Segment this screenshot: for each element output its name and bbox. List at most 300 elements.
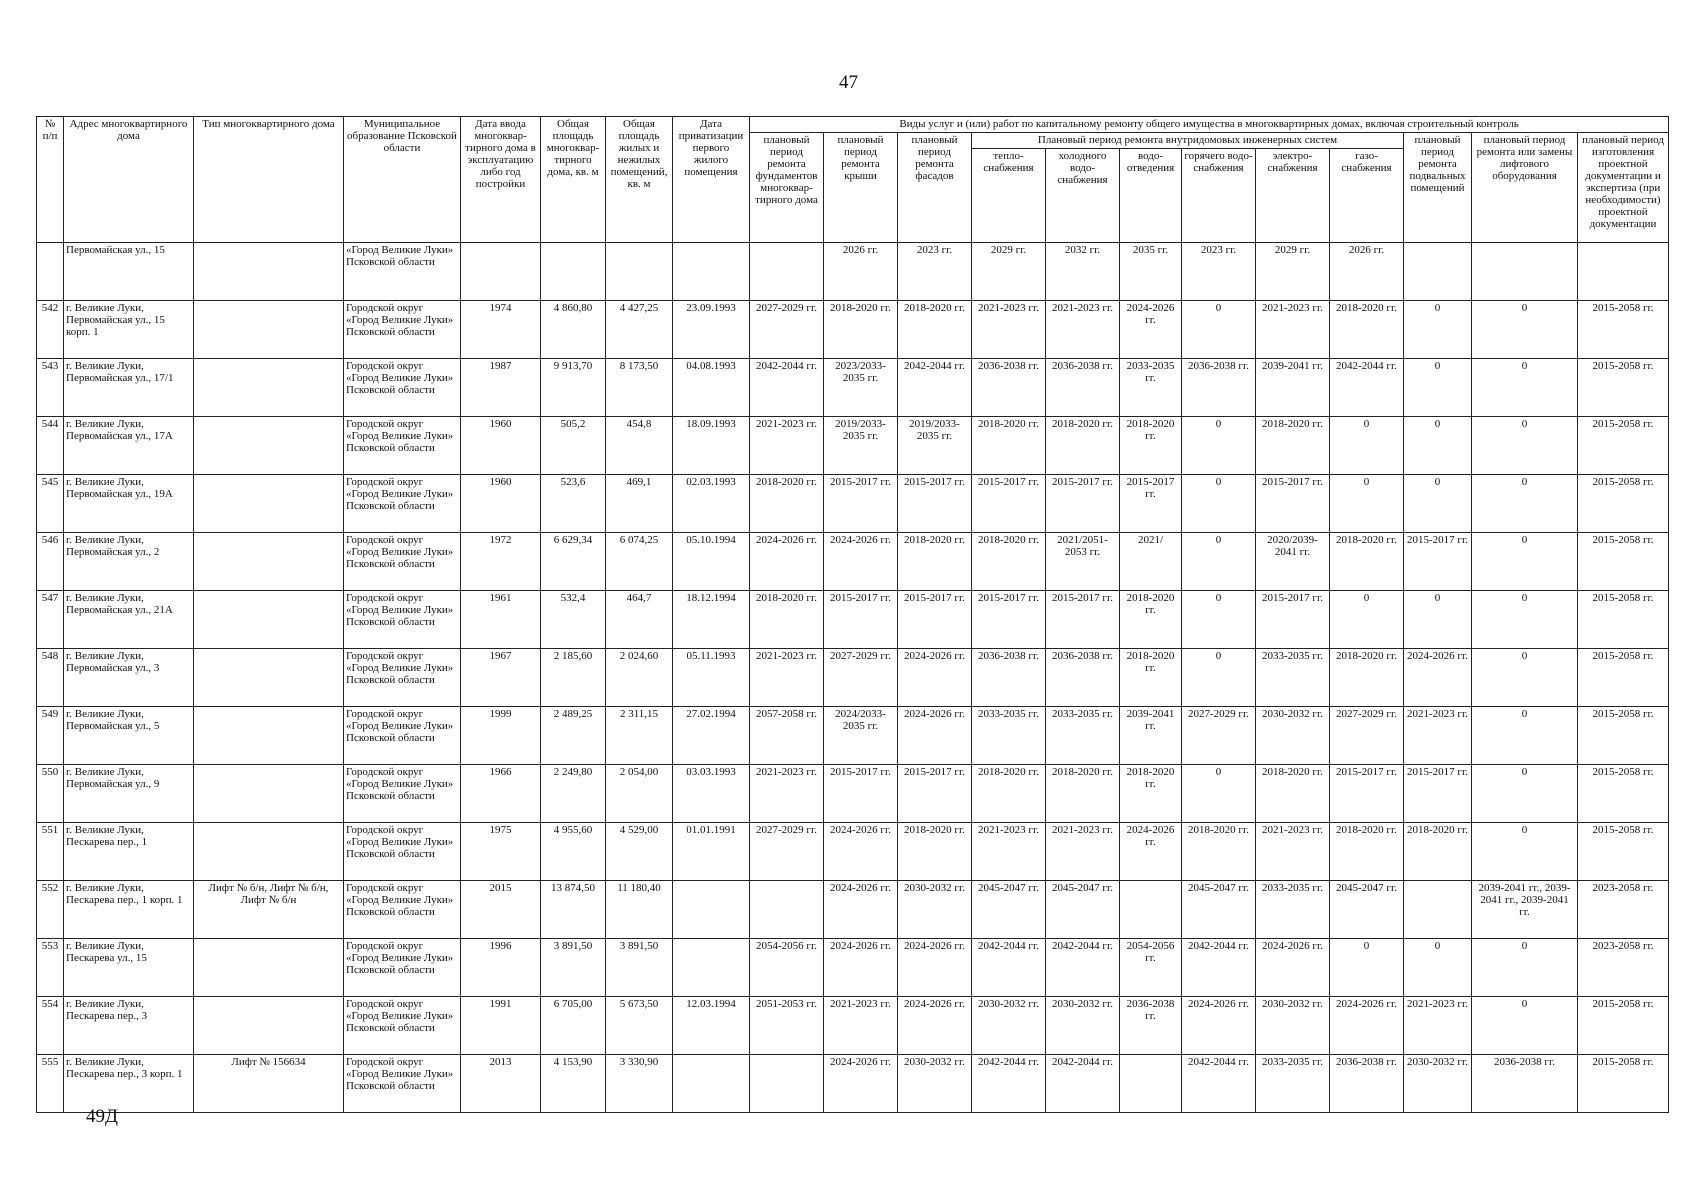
table-row	[37, 301, 1669, 359]
cell-address: г. Великие Луки, Первомайская ул., 15 корп. 1	[64, 301, 194, 359]
cell-foundation: 2042-2044 гг.	[750, 359, 824, 417]
cell-municipality: Городской округ «Город Великие Луки» Псковской области	[344, 533, 461, 591]
cell-date-input: 1999	[461, 707, 541, 765]
cell-total-area: 4 153,90	[541, 1055, 606, 1113]
cell-elevator: 2039-2041 гг., 2039-2041 гг., 2039-2041 гг.	[1472, 881, 1578, 939]
capital-repair-table	[36, 116, 1669, 1113]
cell-foundation: 2054-2056 гг.	[750, 939, 824, 997]
cell-address: г. Великие Луки, Пескарева пер., 3	[64, 997, 194, 1055]
col-roof: плановый период ремонта крыши	[824, 133, 898, 243]
cell-hot-water: 0	[1182, 475, 1256, 533]
cell-roof: 2018-2020 гг.	[824, 301, 898, 359]
cell-basement: 2021-2023 гг.	[1404, 707, 1472, 765]
cell-total-area: 532,4	[541, 591, 606, 649]
cell-hot-water: 2045-2047 гг.	[1182, 881, 1256, 939]
cell-type	[194, 823, 344, 881]
cell-facade: 2042-2044 гг.	[898, 359, 972, 417]
cell-total-area: 9 913,70	[541, 359, 606, 417]
table-row	[37, 939, 1669, 997]
cell-cold-water: 2021/2051-2053 гг.	[1046, 533, 1120, 591]
cell-facade: 2019/2033-2035 гг.	[898, 417, 972, 475]
cell-roof: 2023/2033-2035 гг.	[824, 359, 898, 417]
cell-municipality: Городской округ «Город Великие Луки» Псковской области	[344, 649, 461, 707]
cell-address: г. Великие Луки, Первомайская ул., 2	[64, 533, 194, 591]
table-header	[37, 117, 1669, 243]
cell-total-area: 2 249,80	[541, 765, 606, 823]
cell-gas: 2026 гг.	[1330, 243, 1404, 301]
cell-elevator: 0	[1472, 591, 1578, 649]
cell-living-area: 2 054,00	[606, 765, 673, 823]
cell-electricity: 2015-2017 гг.	[1256, 591, 1330, 649]
cell-living-area: 3 891,50	[606, 939, 673, 997]
cell-type	[194, 765, 344, 823]
cell-municipality: Городской округ «Город Великие Луки» Псковской области	[344, 881, 461, 939]
cell-facade: 2015-2017 гг.	[898, 765, 972, 823]
cell-sewerage: 2024-2026 гг.	[1120, 823, 1182, 881]
cell-foundation: 2021-2023 гг.	[750, 649, 824, 707]
cell-type	[194, 939, 344, 997]
cell-gas: 2036-2038 гг.	[1330, 1055, 1404, 1113]
cell-sewerage: 2018-2020 гг.	[1120, 417, 1182, 475]
cell-municipality: Городской округ «Город Великие Луки» Псковской области	[344, 475, 461, 533]
cell-elevator: 0	[1472, 649, 1578, 707]
cell-living-area: 464,7	[606, 591, 673, 649]
cell-roof: 2024-2026 гг.	[824, 533, 898, 591]
cell-num: 543	[37, 359, 64, 417]
cell-municipality: Городской округ «Город Великие Луки» Псковской области	[344, 823, 461, 881]
cell-foundation: 2027-2029 гг.	[750, 823, 824, 881]
cell-electricity: 2024-2026 гг.	[1256, 939, 1330, 997]
cell-roof: 2015-2017 гг.	[824, 765, 898, 823]
footer-code: 49Д	[86, 1106, 118, 1127]
col-address: Адрес многоквартирного дома	[64, 117, 194, 243]
cell-basement: 0	[1404, 939, 1472, 997]
cell-basement	[1404, 881, 1472, 939]
cell-num: 551	[37, 823, 64, 881]
cell-design: 2015-2058 гг.	[1578, 475, 1669, 533]
cell-basement: 2021-2023 гг.	[1404, 997, 1472, 1055]
cell-design: 2023-2058 гг.	[1578, 881, 1669, 939]
col-works-group: Виды услуг и (или) работ по капитальному ремонту общего имущества в многоквартирных домах, включая строительный контроль	[750, 117, 1669, 133]
cell-design: 2015-2058 гг.	[1578, 707, 1669, 765]
cell-living-area: 3 330,90	[606, 1055, 673, 1113]
cell-living-area: 6 074,25	[606, 533, 673, 591]
cell-foundation	[750, 243, 824, 301]
cell-heating: 2036-2038 гг.	[972, 649, 1046, 707]
cell-hot-water: 2042-2044 гг.	[1182, 1055, 1256, 1113]
cell-electricity: 2029 гг.	[1256, 243, 1330, 301]
cell-municipality: Городской округ «Город Великие Луки» Псковской области	[344, 591, 461, 649]
cell-municipality: «Город Великие Луки» Псковской области	[344, 243, 461, 301]
cell-type: Лифт № 156634	[194, 1055, 344, 1113]
cell-date-input: 1966	[461, 765, 541, 823]
cell-gas: 0	[1330, 417, 1404, 475]
cell-electricity: 2033-2035 гг.	[1256, 649, 1330, 707]
cell-num: 554	[37, 997, 64, 1055]
cell-hot-water: 0	[1182, 533, 1256, 591]
cell-date-input	[461, 243, 541, 301]
cell-electricity: 2021-2023 гг.	[1256, 823, 1330, 881]
cell-facade: 2030-2032 гг.	[898, 881, 972, 939]
cell-roof: 2024-2026 гг.	[824, 823, 898, 881]
cell-cold-water: 2036-2038 гг.	[1046, 359, 1120, 417]
cell-address: г. Великие Луки, Первомайская ул., 3	[64, 649, 194, 707]
cell-hot-water: 2036-2038 гг.	[1182, 359, 1256, 417]
cell-heating: 2029 гг.	[972, 243, 1046, 301]
cell-num: 546	[37, 533, 64, 591]
table-row	[37, 533, 1669, 591]
cell-sewerage	[1120, 1055, 1182, 1113]
col-sewerage: водо-отведения	[1120, 149, 1182, 243]
cell-sewerage: 2018-2020 гг.	[1120, 649, 1182, 707]
table-row	[37, 881, 1669, 939]
col-design: плановый период изготовления проектной документации и экспертиза (при необходимости) проектной документации	[1578, 133, 1669, 243]
cell-total-area: 523,6	[541, 475, 606, 533]
cell-basement: 0	[1404, 417, 1472, 475]
cell-living-area: 454,8	[606, 417, 673, 475]
cell-roof: 2027-2029 гг.	[824, 649, 898, 707]
cell-design: 2015-2058 гг.	[1578, 649, 1669, 707]
col-engineering-group: Плановый период ремонта внутридомовых инженерных систем	[972, 133, 1404, 149]
cell-heating: 2033-2035 гг.	[972, 707, 1046, 765]
cell-num: 544	[37, 417, 64, 475]
col-type: Тип многоквартирного дома	[194, 117, 344, 243]
col-privatization: Дата приватизации первого жилого помещения	[673, 117, 750, 243]
cell-cold-water: 2021-2023 гг.	[1046, 301, 1120, 359]
cell-sewerage	[1120, 881, 1182, 939]
cell-type	[194, 591, 344, 649]
cell-heating: 2018-2020 гг.	[972, 765, 1046, 823]
cell-elevator: 0	[1472, 417, 1578, 475]
cell-hot-water: 0	[1182, 591, 1256, 649]
table-row	[37, 997, 1669, 1055]
cell-basement: 2015-2017 гг.	[1404, 765, 1472, 823]
cell-hot-water: 0	[1182, 417, 1256, 475]
cell-basement: 2024-2026 гг.	[1404, 649, 1472, 707]
cell-total-area: 4 955,60	[541, 823, 606, 881]
cell-foundation	[750, 1055, 824, 1113]
cell-basement: 2030-2032 гг.	[1404, 1055, 1472, 1113]
cell-cold-water: 2042-2044 гг.	[1046, 939, 1120, 997]
cell-total-area	[541, 243, 606, 301]
cell-design: 2015-2058 гг.	[1578, 1055, 1669, 1113]
cell-hot-water: 0	[1182, 301, 1256, 359]
cell-design: 2015-2058 гг.	[1578, 533, 1669, 591]
cell-facade: 2015-2017 гг.	[898, 475, 972, 533]
cell-privatization: 01.01.1991	[673, 823, 750, 881]
cell-facade: 2018-2020 гг.	[898, 533, 972, 591]
cell-living-area: 5 673,50	[606, 997, 673, 1055]
cell-privatization: 04.08.1993	[673, 359, 750, 417]
table-row	[37, 649, 1669, 707]
cell-date-input: 1991	[461, 997, 541, 1055]
cell-electricity: 2033-2035 гг.	[1256, 881, 1330, 939]
cell-type	[194, 475, 344, 533]
cell-hot-water: 0	[1182, 765, 1256, 823]
cell-total-area: 2 185,60	[541, 649, 606, 707]
cell-address: Первомайская ул., 15	[64, 243, 194, 301]
cell-living-area: 469,1	[606, 475, 673, 533]
cell-living-area: 4 427,25	[606, 301, 673, 359]
cell-roof: 2024/2033-2035 гг.	[824, 707, 898, 765]
cell-facade: 2024-2026 гг.	[898, 939, 972, 997]
table-row	[37, 765, 1669, 823]
cell-heating: 2045-2047 гг.	[972, 881, 1046, 939]
cell-municipality: Городской округ «Город Великие Луки» Псковской области	[344, 765, 461, 823]
cell-cold-water: 2036-2038 гг.	[1046, 649, 1120, 707]
cell-address: г. Великие Луки, Первомайская ул., 5	[64, 707, 194, 765]
cell-gas: 2024-2026 гг.	[1330, 997, 1404, 1055]
cell-date-input: 1960	[461, 417, 541, 475]
cell-design: 2015-2058 гг.	[1578, 359, 1669, 417]
cell-electricity: 2021-2023 гг.	[1256, 301, 1330, 359]
cell-design: 2023-2058 гг.	[1578, 939, 1669, 997]
cell-foundation: 2018-2020 гг.	[750, 591, 824, 649]
cell-heating: 2042-2044 гг.	[972, 939, 1046, 997]
cell-elevator	[1472, 243, 1578, 301]
cell-basement: 0	[1404, 301, 1472, 359]
cell-cold-water: 2033-2035 гг.	[1046, 707, 1120, 765]
cell-address: г. Великие Луки, Первомайская ул., 17А	[64, 417, 194, 475]
cell-roof: 2026 гг.	[824, 243, 898, 301]
cell-hot-water: 2024-2026 гг.	[1182, 997, 1256, 1055]
cell-foundation	[750, 881, 824, 939]
cell-basement: 0	[1404, 359, 1472, 417]
cell-living-area: 8 173,50	[606, 359, 673, 417]
cell-municipality: Городской округ «Город Великие Луки» Псковской области	[344, 359, 461, 417]
cell-heating: 2018-2020 гг.	[972, 533, 1046, 591]
col-gas: газо-снабжения	[1330, 149, 1404, 243]
cell-elevator: 2036-2038 гг.	[1472, 1055, 1578, 1113]
cell-design: 2015-2058 гг.	[1578, 301, 1669, 359]
cell-foundation: 2051-2053 гг.	[750, 997, 824, 1055]
cell-facade: 2030-2032 гг.	[898, 1055, 972, 1113]
cell-foundation: 2021-2023 гг.	[750, 417, 824, 475]
cell-num	[37, 243, 64, 301]
cell-roof: 2024-2026 гг.	[824, 1055, 898, 1113]
page-number: 47	[839, 72, 858, 93]
cell-cold-water: 2015-2017 гг.	[1046, 591, 1120, 649]
cell-address: г. Великие Луки, Пескарева ул., 15	[64, 939, 194, 997]
cell-date-input: 1967	[461, 649, 541, 707]
cell-gas: 0	[1330, 939, 1404, 997]
cell-roof: 2015-2017 гг.	[824, 475, 898, 533]
cell-cold-water: 2018-2020 гг.	[1046, 765, 1120, 823]
cell-cold-water: 2030-2032 гг.	[1046, 997, 1120, 1055]
cell-sewerage: 2054-2056 гг.	[1120, 939, 1182, 997]
cell-num: 547	[37, 591, 64, 649]
cell-cold-water: 2042-2044 гг.	[1046, 1055, 1120, 1113]
cell-total-area: 505,2	[541, 417, 606, 475]
cell-sewerage: 2021/	[1120, 533, 1182, 591]
cell-design: 2015-2058 гг.	[1578, 591, 1669, 649]
cell-roof: 2024-2026 гг.	[824, 939, 898, 997]
cell-electricity: 2020/2039-2041 гг.	[1256, 533, 1330, 591]
table-body	[37, 243, 1669, 1113]
table-row	[37, 475, 1669, 533]
cell-facade: 2024-2026 гг.	[898, 649, 972, 707]
col-cold-water: холодного водо-снабжения	[1046, 149, 1120, 243]
cell-elevator: 0	[1472, 475, 1578, 533]
cell-gas: 2042-2044 гг.	[1330, 359, 1404, 417]
cell-elevator: 0	[1472, 707, 1578, 765]
cell-type	[194, 359, 344, 417]
cell-elevator: 0	[1472, 939, 1578, 997]
cell-date-input: 1987	[461, 359, 541, 417]
cell-address: г. Великие Луки, Первомайская ул., 17/1	[64, 359, 194, 417]
cell-address: г. Великие Луки, Первомайская ул., 21А	[64, 591, 194, 649]
cell-electricity: 2033-2035 гг.	[1256, 1055, 1330, 1113]
cell-electricity: 2030-2032 гг.	[1256, 707, 1330, 765]
cell-privatization	[673, 1055, 750, 1113]
cell-date-input: 1961	[461, 591, 541, 649]
cell-total-area: 13 874,50	[541, 881, 606, 939]
cell-gas: 2018-2020 гг.	[1330, 823, 1404, 881]
cell-municipality: Городской округ «Город Великие Луки» Псковской области	[344, 417, 461, 475]
cell-privatization: 27.02.1994	[673, 707, 750, 765]
cell-total-area: 6 705,00	[541, 997, 606, 1055]
cell-gas: 0	[1330, 591, 1404, 649]
cell-date-input: 1996	[461, 939, 541, 997]
cell-basement	[1404, 243, 1472, 301]
cell-elevator: 0	[1472, 765, 1578, 823]
cell-cold-water: 2018-2020 гг.	[1046, 417, 1120, 475]
cell-privatization: 02.03.1993	[673, 475, 750, 533]
cell-foundation: 2057-2058 гг.	[750, 707, 824, 765]
cell-date-input: 1972	[461, 533, 541, 591]
cell-elevator: 0	[1472, 997, 1578, 1055]
cell-living-area: 2 024,60	[606, 649, 673, 707]
cell-roof: 2021-2023 гг.	[824, 997, 898, 1055]
col-elevator: плановый период ремонта или замены лифтового оборудования	[1472, 133, 1578, 243]
cell-date-input: 1974	[461, 301, 541, 359]
cell-heating: 2021-2023 гг.	[972, 301, 1046, 359]
cell-privatization: 05.11.1993	[673, 649, 750, 707]
cell-foundation: 2024-2026 гг.	[750, 533, 824, 591]
cell-heating: 2036-2038 гг.	[972, 359, 1046, 417]
cell-basement: 2018-2020 гг.	[1404, 823, 1472, 881]
cell-hot-water: 2042-2044 гг.	[1182, 939, 1256, 997]
cell-hot-water: 2027-2029 гг.	[1182, 707, 1256, 765]
cell-basement: 2015-2017 гг.	[1404, 533, 1472, 591]
cell-date-input: 2013	[461, 1055, 541, 1113]
cell-cold-water: 2015-2017 гг.	[1046, 475, 1120, 533]
cell-sewerage: 2033-2035 гг.	[1120, 359, 1182, 417]
cell-total-area: 6 629,34	[541, 533, 606, 591]
cell-privatization: 18.12.1994	[673, 591, 750, 649]
cell-date-input: 1975	[461, 823, 541, 881]
cell-heating: 2015-2017 гг.	[972, 475, 1046, 533]
cell-design: 2015-2058 гг.	[1578, 823, 1669, 881]
cell-num: 555	[37, 1055, 64, 1113]
cell-address: г. Великие Луки, Первомайская ул., 19А	[64, 475, 194, 533]
col-facade: плановый период ремонта фасадов	[898, 133, 972, 243]
cell-cold-water: 2021-2023 гг.	[1046, 823, 1120, 881]
cell-gas: 2045-2047 гг.	[1330, 881, 1404, 939]
cell-roof: 2024-2026 гг.	[824, 881, 898, 939]
cell-heating: 2030-2032 гг.	[972, 997, 1046, 1055]
cell-address: г. Великие Луки, Пескарева пер., 3 корп. 1	[64, 1055, 194, 1113]
cell-facade: 2024-2026 гг.	[898, 707, 972, 765]
cell-living-area: 4 529,00	[606, 823, 673, 881]
cell-num: 553	[37, 939, 64, 997]
cell-privatization	[673, 881, 750, 939]
cell-num: 542	[37, 301, 64, 359]
cell-num: 552	[37, 881, 64, 939]
cell-sewerage: 2015-2017 гг.	[1120, 475, 1182, 533]
col-heating: тепло-снабжения	[972, 149, 1046, 243]
cell-type	[194, 417, 344, 475]
cell-sewerage: 2036-2038 гг.	[1120, 997, 1182, 1055]
cell-privatization: 12.03.1994	[673, 997, 750, 1055]
cell-elevator: 0	[1472, 823, 1578, 881]
table-row	[37, 1055, 1669, 1113]
cell-address: г. Великие Луки, Первомайская ул., 9	[64, 765, 194, 823]
cell-type	[194, 243, 344, 301]
cell-heating: 2018-2020 гг.	[972, 417, 1046, 475]
cell-facade: 2024-2026 гг.	[898, 997, 972, 1055]
cell-address: г. Великие Луки, Пескарева пер., 1	[64, 823, 194, 881]
cell-design	[1578, 243, 1669, 301]
cell-electricity: 2030-2032 гг.	[1256, 997, 1330, 1055]
col-foundation: плановый период ремонта фундаментов многоквар-тирного дома	[750, 133, 824, 243]
cell-municipality: Городской округ «Город Великие Луки» Псковской области	[344, 1055, 461, 1113]
cell-municipality: Городской округ «Город Великие Луки» Псковской области	[344, 301, 461, 359]
cell-electricity: 2018-2020 гг.	[1256, 417, 1330, 475]
cell-privatization: 18.09.1993	[673, 417, 750, 475]
table-row	[37, 243, 1669, 301]
cell-foundation: 2027-2029 гг.	[750, 301, 824, 359]
cell-gas: 2018-2020 гг.	[1330, 649, 1404, 707]
cell-type	[194, 707, 344, 765]
cell-num: 548	[37, 649, 64, 707]
cell-gas: 2027-2029 гг.	[1330, 707, 1404, 765]
cell-elevator: 0	[1472, 533, 1578, 591]
cell-heating: 2021-2023 гг.	[972, 823, 1046, 881]
table-row	[37, 359, 1669, 417]
cell-privatization	[673, 939, 750, 997]
col-electricity: электро-снабжения	[1256, 149, 1330, 243]
cell-date-input: 2015	[461, 881, 541, 939]
table-row	[37, 417, 1669, 475]
cell-facade: 2018-2020 гг.	[898, 301, 972, 359]
cell-sewerage: 2018-2020 гг.	[1120, 765, 1182, 823]
cell-total-area: 4 860,80	[541, 301, 606, 359]
cell-sewerage: 2035 гг.	[1120, 243, 1182, 301]
col-date-input: Дата ввода многоквар-тирного дома в эксплуатацию либо год постройки	[461, 117, 541, 243]
cell-living-area: 11 180,40	[606, 881, 673, 939]
cell-cold-water: 2032 гг.	[1046, 243, 1120, 301]
cell-hot-water: 0	[1182, 649, 1256, 707]
cell-date-input: 1960	[461, 475, 541, 533]
col-total-area: Общая площадь многоквар-тирного дома, кв. м	[541, 117, 606, 243]
cell-total-area: 2 489,25	[541, 707, 606, 765]
cell-gas: 2018-2020 гг.	[1330, 301, 1404, 359]
cell-design: 2015-2058 гг.	[1578, 997, 1669, 1055]
cell-type	[194, 997, 344, 1055]
cell-cold-water: 2045-2047 гг.	[1046, 881, 1120, 939]
cell-elevator: 0	[1472, 359, 1578, 417]
cell-type	[194, 301, 344, 359]
cell-facade: 2015-2017 гг.	[898, 591, 972, 649]
cell-heating: 2042-2044 гг.	[972, 1055, 1046, 1113]
cell-num: 550	[37, 765, 64, 823]
cell-electricity: 2015-2017 гг.	[1256, 475, 1330, 533]
cell-municipality: Городской округ «Город Великие Луки» Псковской области	[344, 707, 461, 765]
cell-hot-water: 2023 гг.	[1182, 243, 1256, 301]
table-row	[37, 823, 1669, 881]
cell-foundation: 2021-2023 гг.	[750, 765, 824, 823]
